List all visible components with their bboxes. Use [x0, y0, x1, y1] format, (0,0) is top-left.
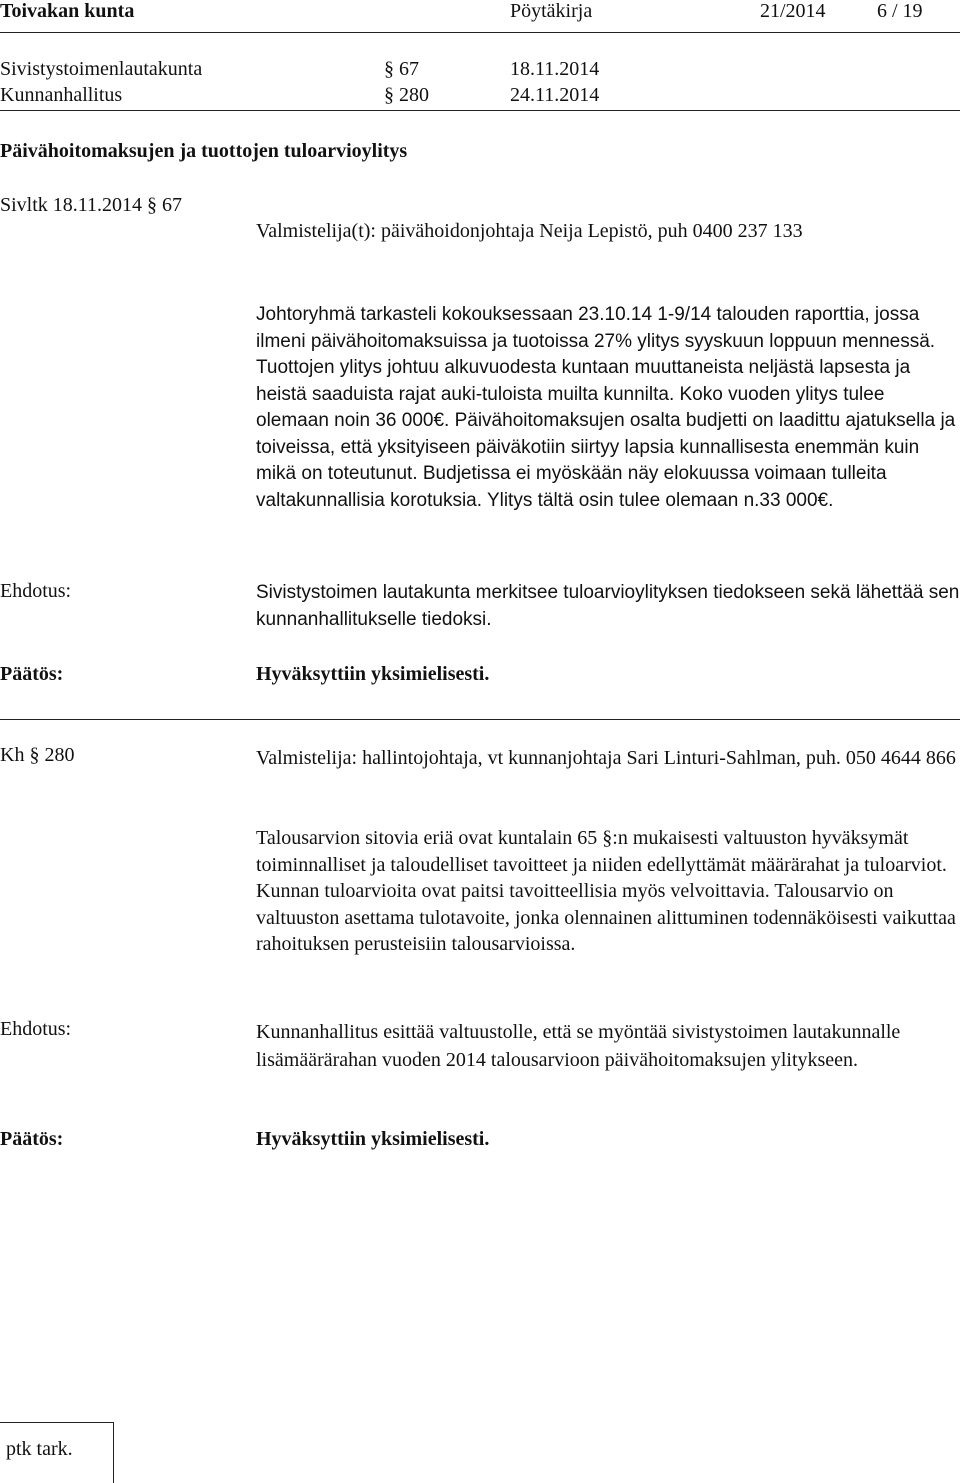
kh-body-text: Talousarvion sitovia eriä ovat kuntalain 65 §:n mukaisesti valtuuston hyväksymät toiminnalliset ja taloudelliset tavoitteet ja niiden edellyttämät määrärahat ja tuloarviot. Kunnan tuloarvioita ovat paitsi tavoitteellisia myös velvoittavia. Talousarvio on valtuuston asettama tulotavoite, jonka olennainen alittuminen todennäköisesti vaikuttaa rahoituksen perusteisiin talousarvioissa. [256, 827, 956, 955]
municipality-name: Toivakan kunta [0, 0, 135, 22]
checker-label: ptk tark. [6, 1438, 73, 1460]
kh-reference: Kh § 280 [0, 744, 75, 766]
section-divider [0, 719, 960, 720]
page-title: Päivähoitomaksujen ja tuottojen tuloarvioylitys [0, 140, 408, 162]
sivltk-body-text: Johtoryhmä tarkasteli kokouksessaan 23.10.14 1-9/14 talouden raporttia, jossa ilmeni päivähoitomaksuissa ja tuotoissa 27% ylitys syyskuun loppuun mennessä. Tuottojen ylitys johtuu alkuvuodesta kuntaan muuttaneista neljästä lapsesta ja heistä saaduista rajat auki-tuloista muilta kunnilta. Koko vuoden ylitys tulee olemaan noin 36 000€. Päivähoitomaksujen osalta budjetti on laadittu ajatuksella ja toiveissa, että yksityiseen päiväkotiin siirtyy lapsia kunnallisesta enemmän kuin mikä on toteutunut. Budjetissa ei myöskään näy elokuussa voimaan tulleita valtakunnallisia korotuksia. Ylitys tältä osin tulee olemaan n.33 000€. [256, 304, 956, 511]
meeting-section: § 280 [384, 84, 429, 106]
sivltk-preparer: Valmistelija(t): päivähoidonjohtaja Neija Lepistö, puh 0400 237 133 [256, 220, 803, 242]
kh-preparer: Valmistelija: hallintojohtaja, vt kunnanjohtaja Sari Linturi-Sahlman, puh. 050 4644 866 [256, 747, 956, 769]
kh-decision-text: Hyväksyttiin yksimielisesti. [256, 1128, 490, 1150]
meeting-body: Sivistystoimenlautakunta [0, 58, 203, 80]
sivltk-decision-label: Päätös: [0, 663, 64, 685]
meeting-date: 18.11.2014 [510, 58, 600, 80]
meeting-section: § 67 [384, 58, 419, 80]
meeting-body: Kunnanhallitus [0, 84, 123, 106]
document-type: Pöytäkirja [510, 0, 593, 22]
page-number: 6 / 19 [877, 0, 923, 22]
meetings-divider [0, 110, 960, 111]
sivltk-decision-text: Hyväksyttiin yksimielisesti. [256, 663, 490, 685]
meeting-date: 24.11.2014 [510, 84, 600, 106]
kh-proposal-label: Ehdotus: [0, 1018, 72, 1040]
sivltk-proposal-label: Ehdotus: [0, 580, 72, 602]
header-divider [0, 32, 960, 33]
kh-decision-label: Päätös: [0, 1128, 64, 1150]
sivltk-reference: Sivltk 18.11.2014 § 67 [0, 194, 183, 216]
document-number: 21/2014 [760, 0, 826, 22]
sivltk-proposal-text: Sivistystoimen lautakunta merkitsee tuloarvioylityksen tiedokseen sekä lähettää sen kunnanhallitukselle tiedoksi. [256, 582, 960, 630]
kh-proposal-text: Kunnanhallitus esittää valtuustolle, että se myöntää sivistystoimen lautakunnalle lisämäärärahan vuoden 2014 talousarvioon päivähoitomaksujen ylitykseen. [256, 1021, 901, 1071]
